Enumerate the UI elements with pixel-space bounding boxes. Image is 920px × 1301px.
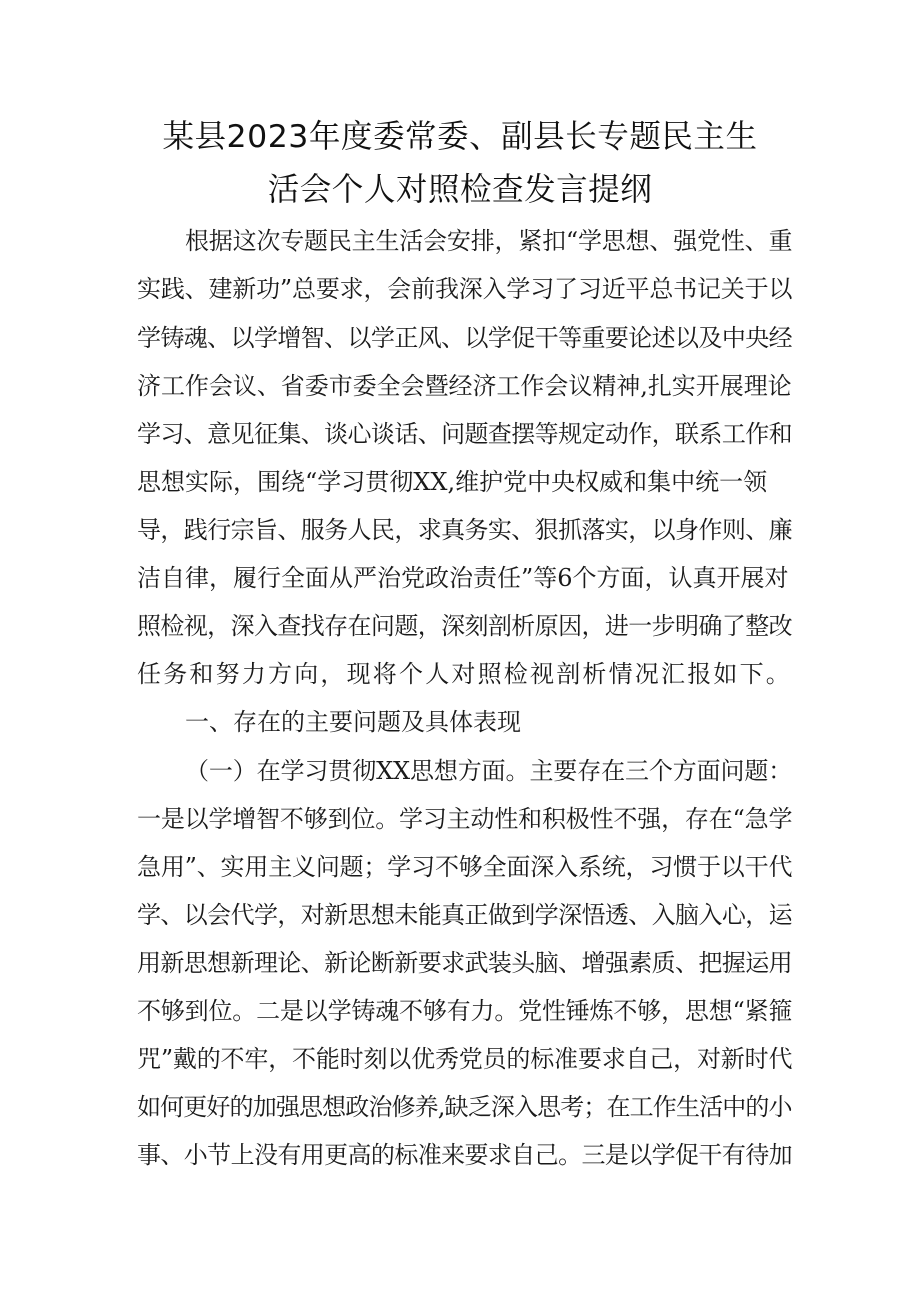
intro-line-7: 导，践行宗旨、服务人民，求真务实、狠抓落实，以身作则、廉 [137,516,792,544]
intro-line-1: 根据这次专题民主生活会安排，紧扣“学思想、强党性、重 [185,227,793,255]
intro-line-3: 学铸魂、以学增智、以学正风、以学促干等重要论述以及中央经 [137,324,792,352]
section1-line-1: （一）在学习贯彻XX思想方面。主要存在三个方面问题： [185,757,793,785]
intro-line-2: 实践、建新功”总要求，会前我深入学习了习近平总书记关于以 [137,275,793,303]
section1-line-3: 急用”、实用主义问题；学习不够全面深入系统，习惯于以干代 [137,853,793,881]
intro-line-8: 洁自律，履行全面从严治党政治责任”等6个方面，认真开展对 [137,564,789,592]
section1-line-9: 事、小节上没有用更高的标准来要求自己。三是以学促干有待加 [137,1141,792,1169]
section1-line-8: 如何更好的加强思想政治修养,缺乏深入思考；在工作生活中的小 [137,1093,792,1121]
section1-line-6: 不够到位。二是以学铸魂不够有力。党性锤炼不够，思想“紧箍 [137,997,793,1025]
section-heading: 一、存在的主要问题及具体表现 [185,708,521,736]
section1-line-5: 用新思想新理论、新论断新要求武装头脑、增强素质、把握运用 [137,949,792,977]
document-title-line-1: 某县2023年度委常委、副县长专题民主生 [162,119,758,155]
intro-line-6: 思想实际，围绕“学习贯彻XX,维护党中央权威和集中统一领 [137,468,768,496]
intro-line-5: 学习、意见征集、谈心谈话、问题查摆等规定动作，联系工作和 [137,420,792,448]
intro-line-10: 任务和努力方向，现将个人对照检视剖析情况汇报如下。 [137,660,792,688]
intro-line-4: 济工作会议、省委市委全会暨经济工作会议精神,扎实开展理论 [137,372,792,400]
document-title-line-2: 活会个人对照检查发言提纲 [267,172,653,208]
section1-line-4: 学、以会代学，对新思想未能真正做到学深悟透、入脑入心，运 [137,901,792,929]
section1-line-2: 一是以学增智不够到位。学习主动性和积极性不强，存在“急学 [137,805,793,833]
section1-line-7: 咒”戴的不牢，不能时刻以优秀党员的标准要求自己，对新时代 [137,1045,793,1073]
intro-line-9: 照检视，深入查找存在问题，深刻剖析原因，进一步明确了整改 [137,612,792,640]
